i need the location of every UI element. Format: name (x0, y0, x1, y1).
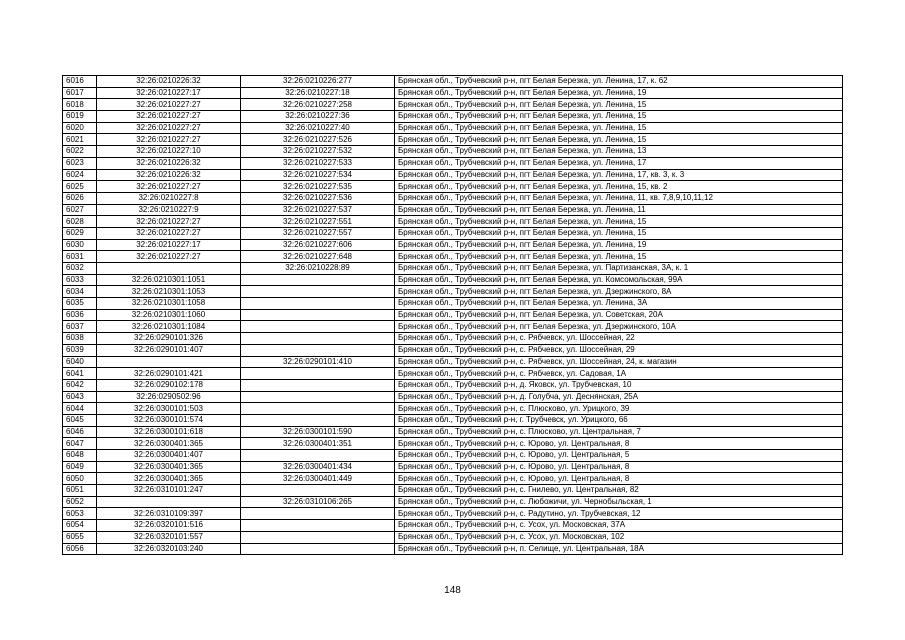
table-row (63, 239, 843, 251)
address-cell: Брянская обл., Трубчевский р-н, с. Юрово, ул. Центральная, 5 (395, 450, 843, 462)
parcel-number-cell: 32:26:0210227:27 (97, 181, 241, 193)
building-number-cell: 32:26:0300101:590 (241, 426, 395, 438)
parcel-number-cell: 32:26:0300401:365 (97, 473, 241, 485)
row-number-cell: 6054 (63, 520, 97, 532)
table-row (63, 192, 843, 204)
row-number-cell: 6044 (63, 403, 97, 415)
row-number-cell: 6036 (63, 309, 97, 321)
parcel-number-cell: 32:26:0210301:1058 (97, 298, 241, 310)
address-cell: Брянская обл., Трубчевский р-н, пгт Белая Березка, ул. Ленина, 17, к. 62 (395, 76, 843, 88)
table-row (63, 134, 843, 146)
table-row (63, 531, 843, 543)
building-number-cell: 32:26:0210226:277 (241, 76, 395, 88)
building-number-cell: 32:26:0210227:36 (241, 111, 395, 123)
table-row (63, 181, 843, 193)
table-row (63, 368, 843, 380)
parcel-number-cell: 32:26:0210227:9 (97, 204, 241, 216)
parcel-number-cell: 32:26:0210301:1084 (97, 321, 241, 333)
row-number-cell: 6020 (63, 122, 97, 134)
building-number-cell (241, 298, 395, 310)
building-number-cell (241, 321, 395, 333)
row-number-cell: 6051 (63, 485, 97, 497)
parcel-number-cell: 32:26:0300401:365 (97, 461, 241, 473)
address-cell: Брянская обл., Трубчевский р-н, с. Гнилево, ул. Центральная, 82 (395, 485, 843, 497)
table-row (63, 263, 843, 275)
parcel-number-cell: 32:26:0320101:557 (97, 531, 241, 543)
building-number-cell (241, 508, 395, 520)
address-cell: Брянская обл., Трубчевский р-н, пгт Белая Березка, ул. Ленина, 17 (395, 157, 843, 169)
address-cell: Брянская обл., Трубчевский р-н, пгт Белая Березка, ул. Дзержинского, 10А (395, 321, 843, 333)
parcel-number-cell: 32:26:0210227:27 (97, 227, 241, 239)
parcel-number-cell: 32:26:0290102:178 (97, 379, 241, 391)
address-cell: Брянская обл., Трубчевский р-н, пгт Белая Березка, ул. Дзержинского, 8А (395, 286, 843, 298)
table-row (63, 321, 843, 333)
parcel-number-cell: 32:26:0210226:32 (97, 76, 241, 88)
building-number-cell: 32:26:0210227:40 (241, 122, 395, 134)
table-row (63, 204, 843, 216)
row-number-cell: 6026 (63, 192, 97, 204)
table-row (63, 391, 843, 403)
address-cell: Брянская обл., Трубчевский р-н, пгт Белая Березка, ул. Ленина, 19 (395, 87, 843, 99)
building-number-cell: 32:26:0210228:89 (241, 263, 395, 275)
address-cell: Брянская обл., Трубчевский р-н, пгт Белая Березка, ул. Ленина, 11, кв. 7,8,9,10,11,12 (395, 192, 843, 204)
row-number-cell: 6037 (63, 321, 97, 333)
row-number-cell: 6022 (63, 146, 97, 158)
building-number-cell (241, 379, 395, 391)
address-cell: Брянская обл., Трубчевский р-н, с. Юрово, ул. Центральная, 8 (395, 473, 843, 485)
address-cell: Брянская обл., Трубчевский р-н, пгт Белая Березка, ул. Комсомольская, 99А (395, 274, 843, 286)
address-cell: Брянская обл., Трубчевский р-н, с. Рябчевск, ул. Шоссейная, 29 (395, 344, 843, 356)
parcel-number-cell: 32:26:0210227:17 (97, 87, 241, 99)
address-cell: Брянская обл., Трубчевский р-н, пгт Белая Березка, ул. Ленина, 15 (395, 251, 843, 263)
building-number-cell: 32:26:0210227:526 (241, 134, 395, 146)
parcel-number-cell: 32:26:0300101:574 (97, 414, 241, 426)
row-number-cell: 6035 (63, 298, 97, 310)
table-row (63, 286, 843, 298)
building-number-cell (241, 309, 395, 321)
table-row (63, 473, 843, 485)
parcel-number-cell: 32:26:0300401:407 (97, 450, 241, 462)
building-number-cell: 32:26:0210227:606 (241, 239, 395, 251)
row-number-cell: 6016 (63, 76, 97, 88)
table-row (63, 496, 843, 508)
building-number-cell: 32:26:0210227:534 (241, 169, 395, 181)
building-number-cell (241, 485, 395, 497)
building-number-cell: 32:26:0210227:532 (241, 146, 395, 158)
address-cell: Брянская обл., Трубчевский р-н, пгт Белая Березка, ул. Ленина, 15 (395, 216, 843, 228)
row-number-cell: 6023 (63, 157, 97, 169)
address-cell: Брянская обл., Трубчевский р-н, пгт Белая Березка, ул. Ленина, 15, кв. 2 (395, 181, 843, 193)
building-number-cell: 32:26:0290101:410 (241, 356, 395, 368)
address-cell: Брянская обл., Трубчевский р-н, с. Любожичи, ул. Чернобыльская, 1 (395, 496, 843, 508)
address-cell: Брянская обл., Трубчевский р-н, пгт Белая Березка, ул. Ленина, 15 (395, 134, 843, 146)
table-row (63, 122, 843, 134)
page-number: 148 (444, 585, 461, 596)
table-row (63, 403, 843, 415)
row-number-cell: 6039 (63, 344, 97, 356)
building-number-cell: 32:26:0300401:434 (241, 461, 395, 473)
parcel-number-cell: 32:26:0300101:618 (97, 426, 241, 438)
parcel-number-cell: 32:26:0290101:407 (97, 344, 241, 356)
address-cell: Брянская обл., Трубчевский р-н, пгт Белая Березка, ул. Советская, 20А (395, 309, 843, 321)
address-cell: Брянская обл., Трубчевский р-н, пгт Белая Березка, ул. Партизанская, 3А, к. 1 (395, 263, 843, 275)
row-number-cell: 6053 (63, 508, 97, 520)
building-number-cell: 32:26:0210227:18 (241, 87, 395, 99)
parcel-number-cell: 32:26:0210226:32 (97, 157, 241, 169)
row-number-cell: 6047 (63, 438, 97, 450)
parcel-number-cell: 32:26:0210227:10 (97, 146, 241, 158)
address-cell: Брянская обл., Трубчевский р-н, пгт Белая Березка, ул. Ленина, 11 (395, 204, 843, 216)
table-row (63, 520, 843, 532)
building-number-cell (241, 368, 395, 380)
row-number-cell: 6031 (63, 251, 97, 263)
table-row (63, 87, 843, 99)
row-number-cell: 6043 (63, 391, 97, 403)
table-row (63, 333, 843, 345)
row-number-cell: 6041 (63, 368, 97, 380)
building-number-cell (241, 543, 395, 555)
parcel-number-cell: 32:26:0210227:27 (97, 111, 241, 123)
row-number-cell: 6024 (63, 169, 97, 181)
parcel-number-cell: 32:26:0320101:516 (97, 520, 241, 532)
address-cell: Брянская обл., Трубчевский р-н, с. Плюсково, ул. Урицкого, 39 (395, 403, 843, 415)
row-number-cell: 6018 (63, 99, 97, 111)
row-number-cell: 6049 (63, 461, 97, 473)
address-cell: Брянская обл., Трубчевский р-н, п. Селище, ул. Центральная, 18А (395, 543, 843, 555)
row-number-cell: 6021 (63, 134, 97, 146)
row-number-cell: 6025 (63, 181, 97, 193)
row-number-cell: 6019 (63, 111, 97, 123)
parcel-number-cell: 32:26:0290101:326 (97, 333, 241, 345)
table-row (63, 227, 843, 239)
row-number-cell: 6033 (63, 274, 97, 286)
address-cell: Брянская обл., Трубчевский р-н, пгт Белая Березка, ул. Ленина, 15 (395, 99, 843, 111)
address-cell: Брянская обл., Трубчевский р-н, с. Радутино, ул. Трубчевская, 12 (395, 508, 843, 520)
building-number-cell (241, 414, 395, 426)
table-row (63, 146, 843, 158)
building-number-cell (241, 333, 395, 345)
table-row (63, 485, 843, 497)
row-number-cell: 6028 (63, 216, 97, 228)
building-number-cell: 32:26:0210227:535 (241, 181, 395, 193)
building-number-cell: 32:26:0210227:537 (241, 204, 395, 216)
table-row (63, 508, 843, 520)
building-number-cell: 32:26:0210227:258 (241, 99, 395, 111)
row-number-cell: 6048 (63, 450, 97, 462)
table-row (63, 450, 843, 462)
parcel-number-cell (97, 263, 241, 275)
address-cell: Брянская обл., Трубчевский р-н, пгт Белая Березка, ул. Ленина, 17, кв. 3, к. 3 (395, 169, 843, 181)
building-number-cell (241, 403, 395, 415)
table-row (63, 169, 843, 181)
row-number-cell: 6050 (63, 473, 97, 485)
address-cell: Брянская обл., Трубчевский р-н, пгт Белая Березка, ул. Ленина, 3А (395, 298, 843, 310)
parcel-number-cell: 32:26:0310109:397 (97, 508, 241, 520)
parcel-number-cell: 32:26:0210301:1051 (97, 274, 241, 286)
building-number-cell (241, 274, 395, 286)
address-cell: Брянская обл., Трубчевский р-н, с. Рябчевск, ул. Шоссейная, 24, к. магазин (395, 356, 843, 368)
address-cell: Брянская обл., Трубчевский р-н, с. Рябчевск, ул. Шоссейная, 22 (395, 333, 843, 345)
address-cell: Брянская обл., Трубчевский р-н, пгт Белая Березка, ул. Ленина, 15 (395, 111, 843, 123)
table-row (63, 461, 843, 473)
address-cell: Брянская обл., Трубчевский р-н, пгт Белая Березка, ул. Ленина, 19 (395, 239, 843, 251)
address-cell: Брянская обл., Трубчевский р-н, пгт Белая Березка, ул. Ленина, 13 (395, 146, 843, 158)
parcel-number-cell: 32:26:0210226:32 (97, 169, 241, 181)
row-number-cell: 6034 (63, 286, 97, 298)
parcel-number-cell: 32:26:0320103:240 (97, 543, 241, 555)
building-number-cell (241, 344, 395, 356)
building-number-cell (241, 391, 395, 403)
table-row (63, 298, 843, 310)
building-number-cell: 32:26:0210227:557 (241, 227, 395, 239)
table-row (63, 438, 843, 450)
building-number-cell (241, 450, 395, 462)
table-row (63, 111, 843, 123)
row-number-cell: 6042 (63, 379, 97, 391)
address-cell: Брянская обл., Трубчевский р-н, с. Юрово, ул. Центральная, 8 (395, 461, 843, 473)
row-number-cell: 6040 (63, 356, 97, 368)
address-cell: Брянская обл., Трубчевский р-н, с. Юрово, ул. Центральная, 8 (395, 438, 843, 450)
table-row (63, 99, 843, 111)
parcel-number-cell: 32:26:0210301:1053 (97, 286, 241, 298)
building-number-cell: 32:26:0300401:351 (241, 438, 395, 450)
building-number-cell: 32:26:0310106:265 (241, 496, 395, 508)
registry-table (62, 75, 843, 555)
table-row (63, 356, 843, 368)
parcel-number-cell: 32:26:0310101:247 (97, 485, 241, 497)
address-cell: Брянская обл., Трубчевский р-н, с. Плюсково, ул. Центральная, 7 (395, 426, 843, 438)
table-row (63, 426, 843, 438)
table-row (63, 414, 843, 426)
table-row (63, 274, 843, 286)
address-cell: Брянская обл., Трубчевский р-н, д. Яковск, ул. Трубчевская, 10 (395, 379, 843, 391)
building-number-cell (241, 520, 395, 532)
parcel-number-cell: 32:26:0210301:1060 (97, 309, 241, 321)
row-number-cell: 6032 (63, 263, 97, 275)
row-number-cell: 6046 (63, 426, 97, 438)
parcel-number-cell: 32:26:0210227:17 (97, 239, 241, 251)
parcel-number-cell: 32:26:0210227:27 (97, 216, 241, 228)
parcel-number-cell: 32:26:0290101:421 (97, 368, 241, 380)
row-number-cell: 6029 (63, 227, 97, 239)
table-row (63, 344, 843, 356)
table-row (63, 216, 843, 228)
parcel-number-cell: 32:26:0210227:27 (97, 122, 241, 134)
row-number-cell: 6030 (63, 239, 97, 251)
address-cell: Брянская обл., Трубчевский р-н, с. Рябчевск, ул. Садовая, 1А (395, 368, 843, 380)
parcel-number-cell: 32:26:0210227:8 (97, 192, 241, 204)
row-number-cell: 6038 (63, 333, 97, 345)
row-number-cell: 6045 (63, 414, 97, 426)
parcel-number-cell (97, 496, 241, 508)
building-number-cell: 32:26:0210227:648 (241, 251, 395, 263)
building-number-cell: 32:26:0300401:449 (241, 473, 395, 485)
parcel-number-cell (97, 356, 241, 368)
table-row (63, 309, 843, 321)
building-number-cell (241, 286, 395, 298)
parcel-number-cell: 32:26:0210227:27 (97, 251, 241, 263)
parcel-number-cell: 32:26:0210227:27 (97, 99, 241, 111)
address-cell: Брянская обл., Трубчевский р-н, г. Трубчевск, ул. Урицкого, 66 (395, 414, 843, 426)
parcel-number-cell: 32:26:0290502:96 (97, 391, 241, 403)
table-row (63, 157, 843, 169)
table-row (63, 251, 843, 263)
building-number-cell (241, 531, 395, 543)
table-row (63, 543, 843, 555)
parcel-number-cell: 32:26:0300101:503 (97, 403, 241, 415)
building-number-cell: 32:26:0210227:536 (241, 192, 395, 204)
table-row (63, 379, 843, 391)
building-number-cell: 32:26:0210227:551 (241, 216, 395, 228)
address-cell: Брянская обл., Трубчевский р-н, пгт Белая Березка, ул. Ленина, 15 (395, 227, 843, 239)
address-cell: Брянская обл., Трубчевский р-н, д. Голубча, ул. Деснянская, 25А (395, 391, 843, 403)
address-cell: Брянская обл., Трубчевский р-н, с. Усох, ул. Московская, 37А (395, 520, 843, 532)
row-number-cell: 6017 (63, 87, 97, 99)
address-cell: Брянская обл., Трубчевский р-н, пгт Белая Березка, ул. Ленина, 15 (395, 122, 843, 134)
parcel-number-cell: 32:26:0300401:365 (97, 438, 241, 450)
row-number-cell: 6052 (63, 496, 97, 508)
row-number-cell: 6027 (63, 204, 97, 216)
row-number-cell: 6056 (63, 543, 97, 555)
address-cell: Брянская обл., Трубчевский р-н, с. Усох, ул. Московская, 102 (395, 531, 843, 543)
table-row (63, 76, 843, 88)
row-number-cell: 6055 (63, 531, 97, 543)
parcel-number-cell: 32:26:0210227:27 (97, 134, 241, 146)
registry-table-body (63, 76, 843, 555)
building-number-cell: 32:26:0210227:533 (241, 157, 395, 169)
